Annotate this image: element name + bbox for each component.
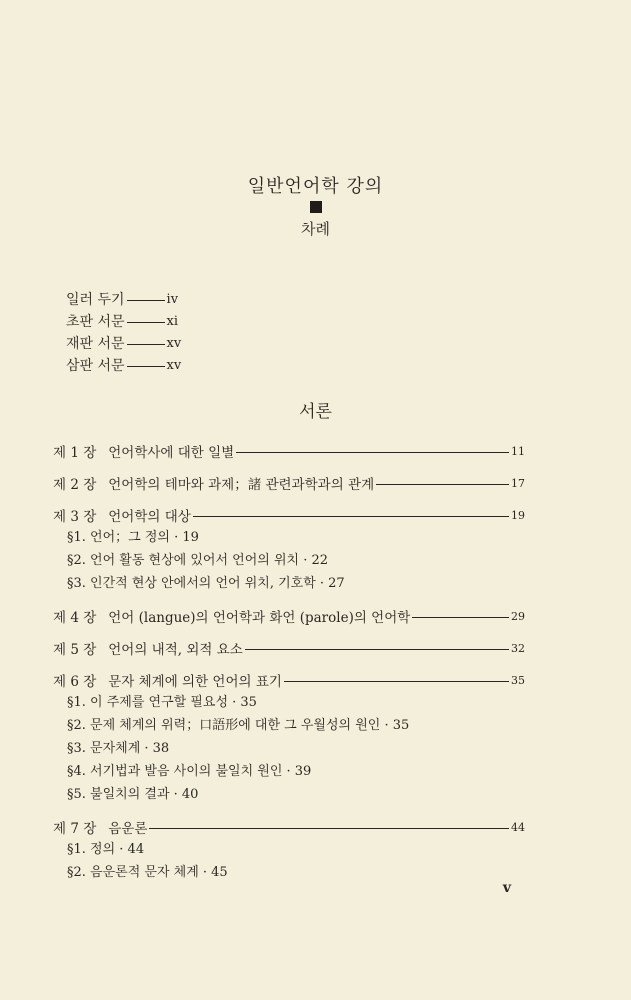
chapter-number: 제 6 장 — [53, 674, 97, 690]
front-matter-item — [66, 310, 181, 332]
chapter-title: 언어학의 대상 — [108, 509, 191, 525]
section-entry: §1. 언어；그 정의 · 19 — [67, 530, 199, 545]
leader-line — [127, 366, 165, 367]
front-matter-item — [66, 288, 181, 310]
front-matter-label: 삼판 서문 — [66, 358, 125, 374]
leader-line — [127, 344, 165, 345]
chapter-page: 44 — [511, 820, 525, 834]
leader-line — [376, 484, 509, 485]
leader-line — [127, 322, 165, 323]
section-entry: §3. 인간적 현상 안에서의 언어 위치, 기호학 · 27 — [67, 576, 345, 591]
chapter-page: 29 — [511, 609, 525, 623]
front-matter-page: iv — [166, 291, 179, 307]
leader-line — [149, 828, 509, 829]
chapter-row — [53, 440, 525, 462]
chapter-page: 32 — [511, 641, 525, 655]
chapter-row — [53, 504, 525, 526]
chapter-page: 35 — [511, 673, 525, 687]
chapter-row — [53, 605, 525, 627]
chapter-title: 언어 (langue)의 언어학과 화언 (parole)의 언어학 — [108, 610, 411, 626]
section-entry: §2. 음운론적 문자 체계 · 45 — [67, 865, 228, 880]
chapter-page: 19 — [511, 508, 525, 522]
chapter-title: 문자 체계에 의한 언어의 표기 — [108, 674, 282, 690]
section-entry: §2. 언어 활동 현상에 있어서 언어의 위치 · 22 — [67, 553, 329, 568]
front-matter-label: 재판 서문 — [66, 336, 125, 352]
chapter-title: 음운론 — [108, 821, 148, 837]
toc-list — [53, 440, 525, 884]
square-ornament-icon — [310, 201, 322, 213]
chapter-row — [53, 816, 525, 838]
front-matter-label: 일러 두기 — [66, 292, 125, 308]
chapter-page: 11 — [511, 444, 525, 458]
front-matter-item — [66, 332, 181, 354]
chapter-number: 제 5 장 — [53, 642, 97, 658]
book-title: 일반언어학 강의 — [247, 176, 384, 197]
section-entry: §4. 서기법과 발음 사이의 불일치 원인 · 39 — [67, 764, 312, 779]
chapter-row — [53, 669, 525, 691]
front-matter-list — [66, 288, 181, 376]
section-entry: §1. 정의 · 44 — [67, 842, 145, 857]
leader-line — [127, 300, 165, 301]
leader-line — [193, 516, 509, 517]
leader-line — [236, 452, 509, 453]
chapter-number: 제 4 장 — [53, 610, 97, 626]
chapter-row — [53, 472, 525, 494]
front-matter-page: xv — [166, 357, 182, 373]
leader-line — [245, 649, 509, 650]
section-entry: §3. 문자체계 · 38 — [67, 741, 170, 756]
chapter-title: 언어학사에 대한 일별 — [108, 445, 235, 461]
chapter-row — [53, 637, 525, 659]
section-entry: §5. 불일치의 결과 · 40 — [67, 787, 199, 802]
chapter-number: 제 7 장 — [53, 821, 97, 837]
front-matter-item — [66, 354, 181, 376]
leader-line — [284, 681, 509, 682]
chapter-number: 제 1 장 — [53, 445, 97, 461]
front-matter-page: xi — [166, 313, 179, 329]
section-title: 서론 — [299, 402, 332, 422]
chapter-page: 17 — [511, 476, 525, 490]
section-entry: §2. 문제 체계의 위력；口語形에 대한 그 우월성의 원인 · 35 — [67, 718, 410, 733]
section-entry: §1. 이 주제를 연구할 필요성 · 35 — [67, 695, 257, 710]
chapter-title: 언어학의 테마와 과제；諸 관련과학과의 관계 — [108, 477, 375, 493]
chapter-title: 언어의 내적, 외적 요소 — [108, 642, 243, 658]
front-matter-label: 초판 서문 — [66, 314, 125, 330]
toc-heading: 차례 — [301, 220, 330, 238]
chapter-number: 제 2 장 — [53, 477, 97, 493]
chapter-number: 제 3 장 — [53, 509, 97, 525]
page-number: v — [502, 880, 511, 896]
front-matter-page: xv — [166, 335, 182, 351]
leader-line — [412, 617, 509, 618]
